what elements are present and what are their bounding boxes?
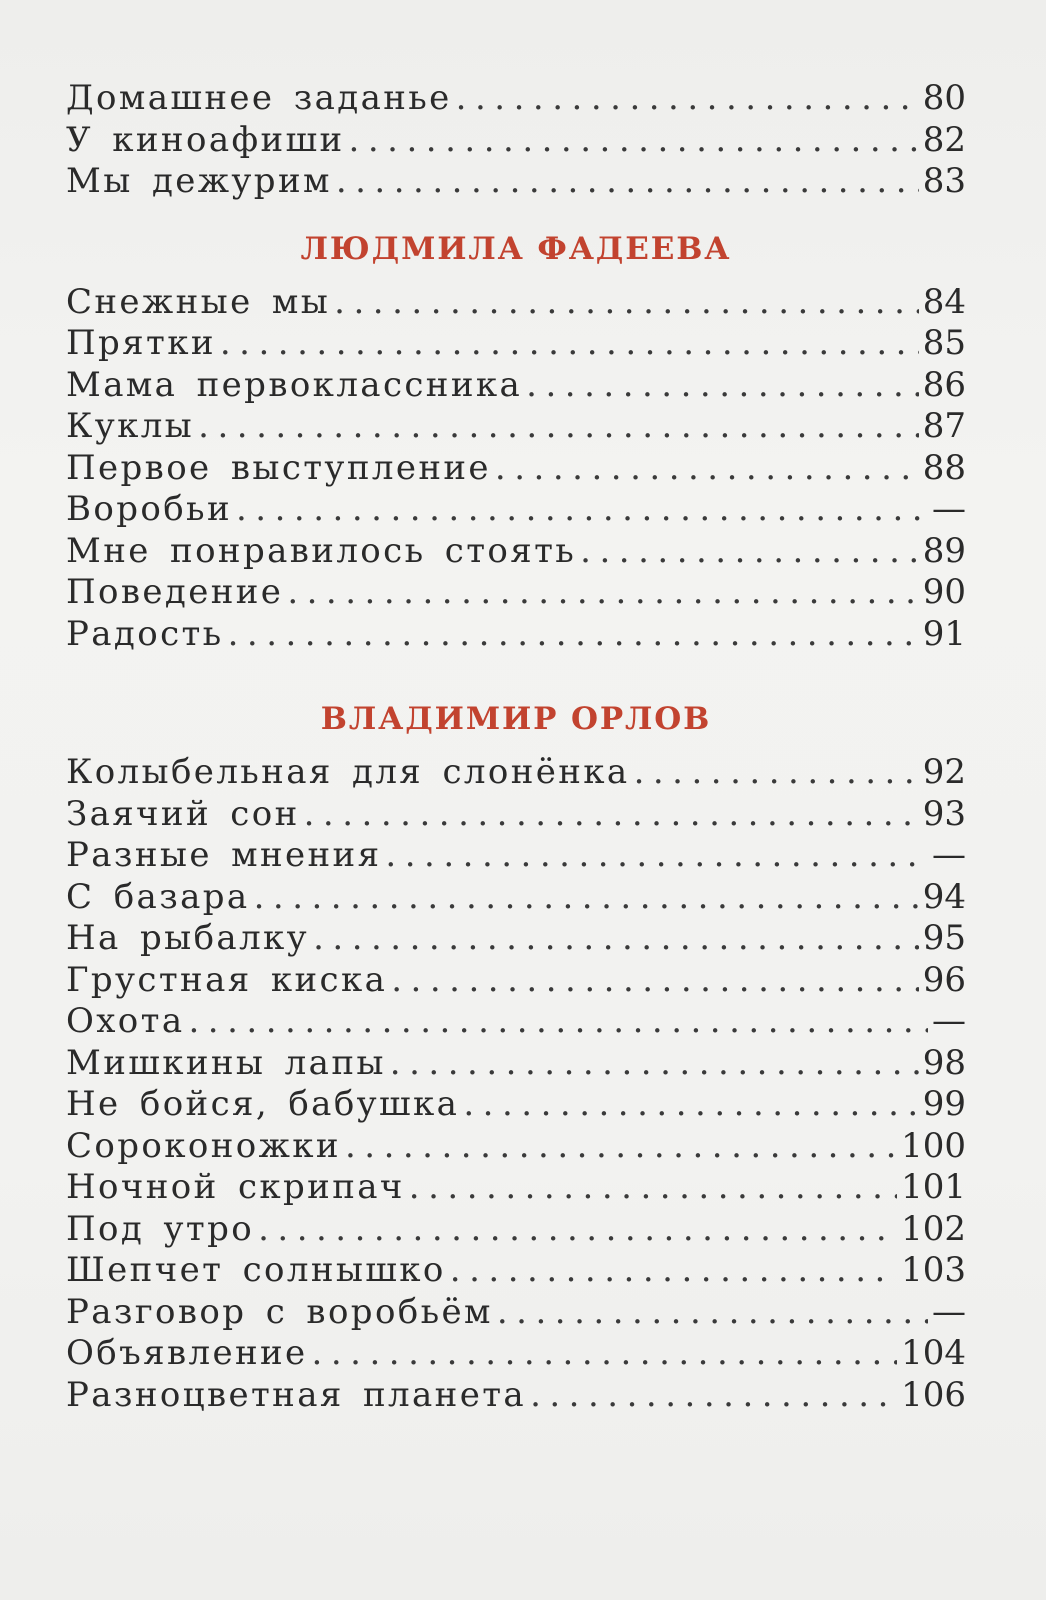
toc-entry	[66, 1292, 966, 1334]
entry-page-number: 92	[922, 752, 966, 792]
toc-entry	[66, 323, 966, 365]
dot-leader	[391, 960, 918, 1002]
entry-title: Охота	[66, 1001, 185, 1041]
entry-title: Ночной скрипач	[66, 1167, 405, 1207]
toc-entry	[66, 752, 966, 794]
dot-leader	[497, 1292, 928, 1334]
dot-leader	[409, 1167, 897, 1209]
entry-title: Разноцветная планета	[66, 1374, 527, 1415]
entry-title: Прятки	[66, 323, 216, 363]
dot-leader	[220, 323, 919, 365]
dot-leader	[634, 752, 919, 794]
toc-entry	[66, 877, 966, 919]
toc-entry	[66, 572, 966, 614]
entry-title: С базара	[66, 876, 250, 917]
entry-page-number: —	[932, 1291, 966, 1332]
entry-page-number: 95	[922, 918, 966, 958]
entry-page-number: 104	[901, 1333, 966, 1373]
entry-page-number: 82	[922, 119, 966, 160]
entry-page-number: —	[932, 489, 966, 529]
entry-page-number: 88	[922, 447, 966, 488]
entry-title: Под утро	[66, 1208, 255, 1249]
dot-leader	[236, 489, 928, 531]
dot-leader	[345, 1126, 897, 1168]
toc-entry	[66, 1250, 966, 1292]
dot-leader	[336, 161, 919, 203]
toc-entry	[66, 282, 966, 324]
toc-entry	[66, 120, 966, 162]
entry-title: Домашнее заданье	[66, 78, 452, 118]
dot-leader	[198, 406, 919, 448]
entry-title: Сороконожки	[66, 1125, 341, 1166]
entry-title: Разговор с воробьём	[66, 1291, 493, 1332]
toc-entry	[66, 78, 966, 120]
entry-page-number: 101	[901, 1167, 966, 1207]
entry-title: Снежные мы	[66, 281, 331, 322]
entry-title: Колыбельная для слонёнка	[66, 752, 630, 792]
toc-entry	[66, 448, 966, 490]
entry-page-number: 80	[922, 78, 966, 118]
dot-leader	[312, 1333, 898, 1375]
author-heading: ЛЮДМИЛА ФАДЕЕВА	[300, 230, 732, 267]
toc-entry	[66, 489, 966, 531]
dot-leader	[530, 1375, 897, 1417]
dot-leader	[228, 614, 919, 656]
entry-title: Мне понравилось стоять	[66, 530, 577, 571]
dot-leader	[258, 1209, 897, 1251]
entry-page-number: 84	[922, 281, 966, 322]
entry-page-number: 85	[922, 323, 966, 363]
dot-leader	[189, 1001, 929, 1043]
entry-page-number: 87	[922, 406, 966, 446]
entry-page-number: —	[932, 835, 966, 875]
table-of-contents	[66, 78, 966, 1416]
toc-entry	[66, 161, 966, 203]
dot-leader	[304, 794, 919, 836]
entry-page-number: 83	[922, 161, 966, 201]
dot-leader	[287, 572, 918, 614]
entry-title: Не бойся, бабушка	[66, 1084, 460, 1124]
entry-page-number: 102	[901, 1208, 966, 1249]
entry-title: Мишкины лапы	[66, 1042, 386, 1083]
entry-title: Поведение	[66, 572, 284, 612]
toc-entry	[66, 1001, 966, 1043]
dot-leader	[254, 877, 919, 919]
entry-page-number: 100	[901, 1125, 966, 1166]
toc-entry	[66, 794, 966, 836]
entry-title: Воробьи	[66, 489, 232, 529]
entry-title: Мама первоклассника	[66, 364, 523, 405]
entry-title: Разные мнения	[66, 835, 382, 875]
dot-leader	[385, 835, 928, 877]
entry-title: Мы дежурим	[66, 161, 332, 201]
toc-entry	[66, 365, 966, 407]
author-heading: ВЛАДИМИР ОРЛОВ	[320, 701, 712, 737]
dot-leader	[349, 120, 919, 162]
dot-leader	[390, 1043, 919, 1085]
entry-page-number: 103	[901, 1250, 966, 1290]
dot-leader	[495, 448, 919, 490]
entry-page-number: 96	[922, 959, 966, 1000]
toc-entry	[66, 1333, 966, 1375]
toc-entry	[66, 614, 966, 656]
entry-page-number: 91	[922, 613, 966, 654]
entry-page-number: 106	[901, 1374, 966, 1415]
entry-page-number: 89	[922, 530, 966, 571]
entry-title: Куклы	[66, 406, 195, 446]
entry-title: На рыбалку	[66, 918, 310, 958]
entry-page-number: 98	[922, 1042, 966, 1083]
toc-entry	[66, 1084, 966, 1126]
toc-entry	[66, 1126, 966, 1168]
dot-leader	[450, 1250, 897, 1292]
entry-title: Первое выступление	[66, 447, 491, 488]
entry-page-number: —	[932, 1001, 966, 1041]
entry-page-number: 94	[922, 876, 966, 917]
entry-title: Грустная киска	[66, 959, 388, 1000]
entry-title: Шепчет солнышко	[66, 1250, 446, 1290]
toc-entry	[66, 918, 966, 960]
toc-entry	[66, 1209, 966, 1251]
dot-leader	[456, 78, 919, 120]
toc-entry	[66, 1375, 966, 1417]
dot-leader	[526, 365, 919, 407]
dot-leader	[463, 1084, 918, 1126]
entry-page-number: 99	[922, 1084, 966, 1124]
entry-page-number: 86	[922, 364, 966, 405]
toc-entry	[66, 960, 966, 1002]
toc-entry	[66, 531, 966, 573]
dot-leader	[580, 531, 919, 573]
toc-entry	[66, 835, 966, 877]
dot-leader	[334, 282, 919, 324]
toc-entry	[66, 1167, 966, 1209]
dot-leader	[313, 918, 919, 960]
entry-page-number: 93	[922, 793, 966, 834]
entry-page-number: 90	[922, 572, 966, 612]
toc-entry	[66, 406, 966, 448]
toc-entry	[66, 1043, 966, 1085]
entry-title: Заячий сон	[66, 793, 300, 834]
entry-title: Объявление	[66, 1333, 308, 1373]
entry-title: Радость	[66, 613, 224, 654]
entry-title: У киноафиши	[66, 119, 345, 160]
